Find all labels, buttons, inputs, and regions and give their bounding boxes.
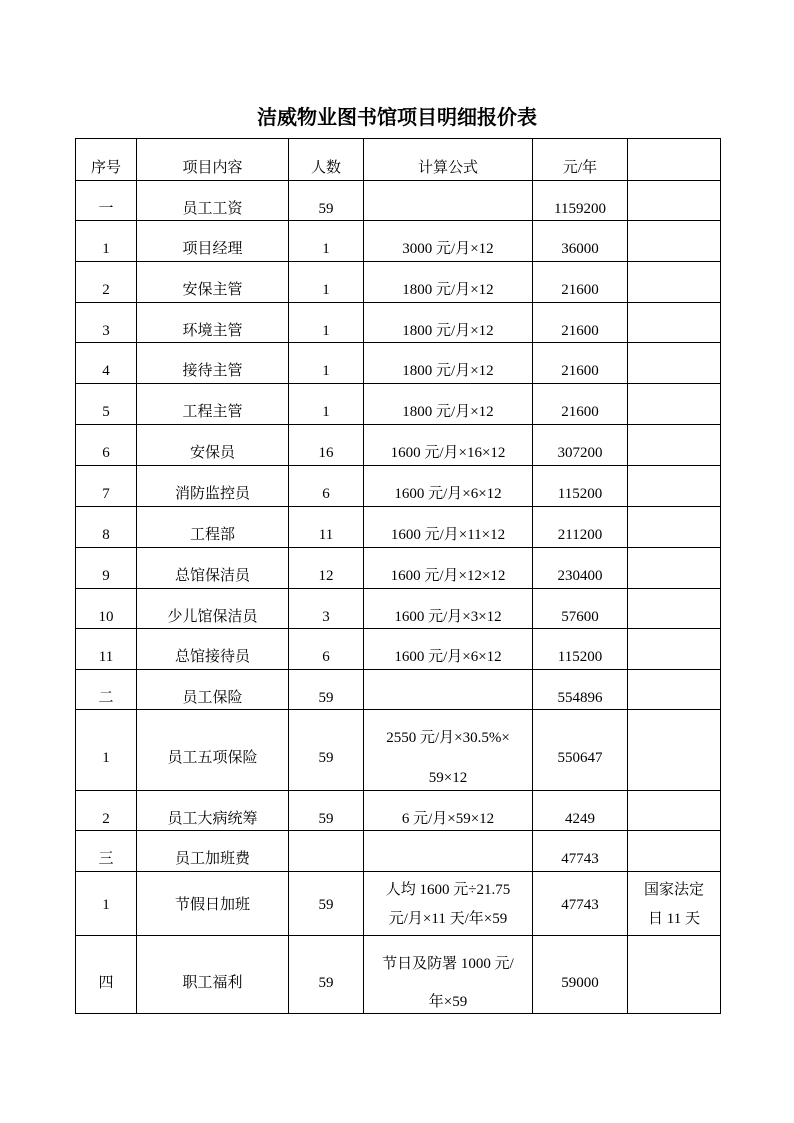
remark-cell bbox=[628, 548, 721, 589]
annual-amount-cell bbox=[533, 872, 628, 936]
item-text: 环境主管 bbox=[182, 322, 243, 339]
formula-line-2: 59×12 bbox=[428, 770, 468, 786]
seq-text: 1 bbox=[102, 241, 110, 257]
annual-amount-text: 21600 bbox=[561, 404, 599, 420]
remark-cell bbox=[628, 936, 721, 1014]
seq-cell bbox=[76, 343, 137, 384]
seq-cell bbox=[76, 507, 137, 548]
item-cell bbox=[137, 831, 289, 872]
formula-cell bbox=[364, 791, 533, 831]
seq-text: 三 bbox=[98, 851, 114, 867]
headcount-header: 人数 bbox=[310, 159, 341, 176]
seq-cell bbox=[76, 181, 137, 221]
annual-amount-text: 554896 bbox=[557, 689, 603, 706]
item-text: 总馆保洁员 bbox=[174, 568, 250, 584]
seq-text: 8 bbox=[102, 527, 110, 543]
formula-cell bbox=[364, 181, 533, 221]
row-fire-monitor bbox=[76, 466, 721, 507]
row-main-library-receptionist bbox=[76, 629, 721, 670]
formula-text: 1600 元/月×6×12 bbox=[394, 486, 502, 502]
seq-header: 序号 bbox=[90, 159, 121, 176]
formula-text: 1800 元/月×12 bbox=[402, 363, 494, 379]
formula-cell bbox=[364, 507, 533, 548]
formula-text: 1800 元/月×12 bbox=[402, 404, 494, 420]
annual-amount-cell bbox=[533, 466, 628, 507]
seq-cell bbox=[76, 384, 137, 425]
item-header: 项目内容 bbox=[182, 159, 243, 176]
headcount-text: 11 bbox=[318, 527, 334, 543]
seq-cell bbox=[76, 303, 137, 343]
formula-line-1: 人均 1600 元÷21.75 bbox=[385, 881, 511, 898]
row-children-library-cleaner bbox=[76, 589, 721, 629]
seq-cell bbox=[76, 670, 137, 710]
item-cell bbox=[137, 710, 289, 791]
seq-text: 3 bbox=[102, 322, 110, 339]
remark-cell bbox=[628, 425, 721, 466]
headcount-cell bbox=[289, 872, 364, 936]
seq-header-cell bbox=[76, 139, 137, 181]
annual-amount-text: 4249 bbox=[565, 810, 595, 827]
seq-text: 2 bbox=[102, 810, 110, 827]
remark-cell bbox=[628, 262, 721, 303]
formula-cell bbox=[364, 548, 533, 589]
headcount-cell bbox=[289, 425, 364, 466]
item-cell bbox=[137, 872, 289, 936]
remark-cell bbox=[628, 221, 721, 262]
annual-amount-cell bbox=[533, 181, 628, 221]
remark-cell bbox=[628, 710, 721, 791]
item-cell bbox=[137, 629, 289, 670]
annual-amount-cell bbox=[533, 425, 628, 466]
quotation-table bbox=[75, 138, 721, 1014]
formula-text: 1600 元/月×12×12 bbox=[390, 568, 506, 584]
formula-line-1: 2550 元/月×30.5%× bbox=[386, 730, 510, 746]
row-engineering-dept bbox=[76, 507, 721, 548]
annual-amount-cell bbox=[533, 221, 628, 262]
remark-cell bbox=[628, 589, 721, 629]
item-text: 员工加班费 bbox=[174, 851, 250, 867]
remark-cell bbox=[628, 507, 721, 548]
formula-text: 6 元/月×59×12 bbox=[401, 810, 495, 827]
remark-cell bbox=[628, 670, 721, 710]
annual-amount-cell bbox=[533, 548, 628, 589]
item-cell bbox=[137, 181, 289, 221]
annual-amount-cell bbox=[533, 262, 628, 303]
formula-cell bbox=[364, 303, 533, 343]
formula-cell bbox=[364, 710, 533, 791]
item-cell bbox=[137, 384, 289, 425]
headcount-text: 1 bbox=[322, 282, 330, 298]
item-cell bbox=[137, 670, 289, 710]
seq-cell bbox=[76, 425, 137, 466]
item-text: 接待主管 bbox=[182, 363, 243, 379]
row-holiday-overtime bbox=[76, 872, 721, 936]
remark-cell bbox=[628, 872, 721, 936]
annual-amount-text: 211200 bbox=[557, 527, 603, 543]
headcount-text: 1 bbox=[322, 404, 330, 420]
headcount-text: 6 bbox=[322, 649, 330, 665]
item-text: 安保主管 bbox=[182, 282, 243, 298]
item-text: 节假日加班 bbox=[174, 896, 250, 913]
seq-cell bbox=[76, 466, 137, 507]
headcount-cell bbox=[289, 181, 364, 221]
formula-cell bbox=[364, 936, 533, 1014]
row-section-overtime bbox=[76, 831, 721, 872]
headcount-text: 6 bbox=[322, 486, 330, 502]
annual-amount-text: 21600 bbox=[561, 282, 599, 298]
formula-cell bbox=[364, 831, 533, 872]
headcount-cell bbox=[289, 710, 364, 791]
annual-amount-text: 57600 bbox=[561, 608, 599, 625]
item-text: 员工五项保险 bbox=[167, 750, 258, 766]
remark-cell bbox=[628, 303, 721, 343]
annual-amount-text: 36000 bbox=[561, 241, 599, 257]
seq-cell bbox=[76, 262, 137, 303]
seq-cell bbox=[76, 831, 137, 872]
formula-text: 3000 元/月×12 bbox=[402, 241, 494, 257]
headcount-text: 59 bbox=[318, 200, 334, 217]
headcount-cell bbox=[289, 936, 364, 1014]
row-critical-illness-fund bbox=[76, 791, 721, 831]
headcount-cell bbox=[289, 791, 364, 831]
formula-cell bbox=[364, 343, 533, 384]
seq-text: 6 bbox=[102, 445, 110, 461]
remark-cell bbox=[628, 831, 721, 872]
headcount-text: 1 bbox=[322, 322, 330, 339]
annual-amount-text: 550647 bbox=[557, 750, 603, 766]
row-main-library-cleaner bbox=[76, 548, 721, 589]
row-section-salary bbox=[76, 181, 721, 221]
formula-header-cell bbox=[364, 139, 533, 181]
item-text: 员工工资 bbox=[182, 200, 243, 217]
item-cell bbox=[137, 303, 289, 343]
formula-line-1: 节日及防署 1000 元/ bbox=[382, 955, 514, 972]
row-project-manager bbox=[76, 221, 721, 262]
formula-cell bbox=[364, 425, 533, 466]
headcount-text: 59 bbox=[318, 750, 334, 766]
seq-text: 二 bbox=[98, 689, 114, 706]
remark-cell bbox=[628, 384, 721, 425]
annual-amount-text: 230400 bbox=[557, 568, 603, 584]
header-row bbox=[76, 139, 721, 181]
item-cell bbox=[137, 791, 289, 831]
formula-line-2: 年×59 bbox=[428, 993, 468, 1010]
item-text: 工程主管 bbox=[182, 404, 243, 420]
remark-cell bbox=[628, 629, 721, 670]
item-cell bbox=[137, 589, 289, 629]
row-engineering-supervisor bbox=[76, 384, 721, 425]
headcount-cell bbox=[289, 303, 364, 343]
seq-text: 7 bbox=[102, 486, 110, 502]
item-cell bbox=[137, 507, 289, 548]
annual-amount-cell bbox=[533, 507, 628, 548]
formula-text: 1600 元/月×3×12 bbox=[394, 608, 502, 625]
annual-amount-text: 59000 bbox=[561, 974, 599, 991]
annual-amount-text: 47743 bbox=[561, 896, 599, 913]
formula-text bbox=[364, 718, 532, 791]
formula-cell bbox=[364, 589, 533, 629]
annual-amount-cell bbox=[533, 791, 628, 831]
seq-cell bbox=[76, 548, 137, 589]
annual-amount-text: 115200 bbox=[557, 649, 603, 665]
seq-text: 一 bbox=[98, 200, 114, 217]
formula-cell bbox=[364, 262, 533, 303]
annual-amount-cell bbox=[533, 831, 628, 872]
item-cell bbox=[137, 425, 289, 466]
headcount-cell bbox=[289, 221, 364, 262]
row-security-supervisor bbox=[76, 262, 721, 303]
row-reception-supervisor bbox=[76, 343, 721, 384]
headcount-cell bbox=[289, 548, 364, 589]
remark-cell bbox=[628, 466, 721, 507]
row-five-insurances bbox=[76, 710, 721, 791]
annual-amount-text: 21600 bbox=[561, 363, 599, 379]
headcount-text: 12 bbox=[318, 568, 334, 584]
formula-cell bbox=[364, 872, 533, 936]
item-text: 工程部 bbox=[189, 527, 235, 543]
item-cell bbox=[137, 221, 289, 262]
seq-cell bbox=[76, 710, 137, 791]
item-text: 少儿馆保洁员 bbox=[167, 608, 258, 625]
seq-cell bbox=[76, 936, 137, 1014]
headcount-text: 1 bbox=[322, 241, 330, 257]
headcount-cell bbox=[289, 629, 364, 670]
seq-cell bbox=[76, 791, 137, 831]
seq-cell bbox=[76, 221, 137, 262]
remark-line-2: 日 11 天 bbox=[648, 910, 700, 927]
item-header-cell bbox=[137, 139, 289, 181]
formula-text bbox=[364, 945, 532, 1014]
item-text: 项目经理 bbox=[182, 241, 243, 257]
remark-text bbox=[628, 876, 720, 934]
headcount-cell bbox=[289, 507, 364, 548]
seq-text: 10 bbox=[98, 608, 114, 625]
formula-cell bbox=[364, 466, 533, 507]
annual-amount-cell bbox=[533, 936, 628, 1014]
formula-line-2: 元/月×11 天/年×59 bbox=[388, 910, 508, 927]
item-text: 职工福利 bbox=[182, 974, 243, 991]
seq-cell bbox=[76, 589, 137, 629]
seq-text: 2 bbox=[102, 282, 110, 298]
annual-amount-cell bbox=[533, 589, 628, 629]
item-text: 总馆接待员 bbox=[174, 649, 250, 665]
seq-text: 1 bbox=[102, 750, 110, 766]
item-cell bbox=[137, 466, 289, 507]
headcount-cell bbox=[289, 343, 364, 384]
annual-amount-cell bbox=[533, 629, 628, 670]
page-title: 洁威物业图书馆项目明细报价表 bbox=[257, 107, 537, 129]
headcount-text: 59 bbox=[318, 689, 334, 706]
formula-header: 计算公式 bbox=[417, 159, 478, 176]
formula-text bbox=[364, 876, 532, 934]
item-text: 消防监控员 bbox=[174, 486, 250, 502]
headcount-text: 16 bbox=[318, 445, 334, 461]
item-text: 员工大病统筹 bbox=[167, 810, 258, 827]
formula-text: 1600 元/月×16×12 bbox=[390, 445, 506, 461]
formula-cell bbox=[364, 629, 533, 670]
item-text: 安保员 bbox=[189, 445, 235, 461]
annual-amount-header: 元/年 bbox=[562, 159, 598, 176]
remark-cell bbox=[628, 343, 721, 384]
seq-text: 4 bbox=[102, 363, 110, 379]
annual-amount-text: 1159200 bbox=[554, 200, 606, 217]
headcount-cell bbox=[289, 831, 364, 872]
seq-text: 1 bbox=[102, 896, 110, 913]
item-cell bbox=[137, 343, 289, 384]
remark-header-cell bbox=[628, 139, 721, 181]
seq-text: 9 bbox=[102, 568, 110, 584]
headcount-text: 59 bbox=[318, 896, 334, 913]
headcount-cell bbox=[289, 262, 364, 303]
seq-text: 四 bbox=[98, 974, 114, 991]
annual-amount-header-cell bbox=[533, 139, 628, 181]
headcount-cell bbox=[289, 384, 364, 425]
annual-amount-text: 307200 bbox=[557, 445, 603, 461]
remark-cell bbox=[628, 791, 721, 831]
annual-amount-cell bbox=[533, 670, 628, 710]
remark-cell bbox=[628, 181, 721, 221]
annual-amount-text: 21600 bbox=[561, 322, 599, 339]
formula-cell bbox=[364, 221, 533, 262]
formula-cell bbox=[364, 384, 533, 425]
annual-amount-cell bbox=[533, 384, 628, 425]
headcount-text: 3 bbox=[322, 608, 330, 625]
formula-text: 1800 元/月×12 bbox=[402, 322, 494, 339]
remark-line-1: 国家法定 bbox=[643, 881, 704, 898]
seq-cell bbox=[76, 872, 137, 936]
row-section-welfare bbox=[76, 936, 721, 1014]
headcount-text: 59 bbox=[318, 810, 334, 827]
formula-cell bbox=[364, 670, 533, 710]
formula-text: 1800 元/月×12 bbox=[402, 282, 494, 298]
headcount-text: 1 bbox=[322, 363, 330, 379]
annual-amount-cell bbox=[533, 303, 628, 343]
annual-amount-text: 115200 bbox=[557, 486, 603, 502]
annual-amount-text: 47743 bbox=[561, 851, 599, 867]
seq-text: 5 bbox=[102, 404, 110, 420]
row-environment-supervisor bbox=[76, 303, 721, 343]
formula-text: 1600 元/月×11×12 bbox=[390, 527, 506, 543]
headcount-header-cell bbox=[289, 139, 364, 181]
headcount-cell bbox=[289, 589, 364, 629]
row-security-guard bbox=[76, 425, 721, 466]
headcount-text: 59 bbox=[318, 974, 334, 991]
seq-text: 11 bbox=[98, 649, 114, 665]
headcount-cell bbox=[289, 466, 364, 507]
annual-amount-cell bbox=[533, 343, 628, 384]
item-cell bbox=[137, 936, 289, 1014]
item-cell bbox=[137, 548, 289, 589]
seq-cell bbox=[76, 629, 137, 670]
annual-amount-cell bbox=[533, 710, 628, 791]
item-cell bbox=[137, 262, 289, 303]
item-text: 员工保险 bbox=[182, 689, 243, 706]
row-section-insurance bbox=[76, 670, 721, 710]
formula-text: 1600 元/月×6×12 bbox=[394, 649, 502, 665]
headcount-cell bbox=[289, 670, 364, 710]
